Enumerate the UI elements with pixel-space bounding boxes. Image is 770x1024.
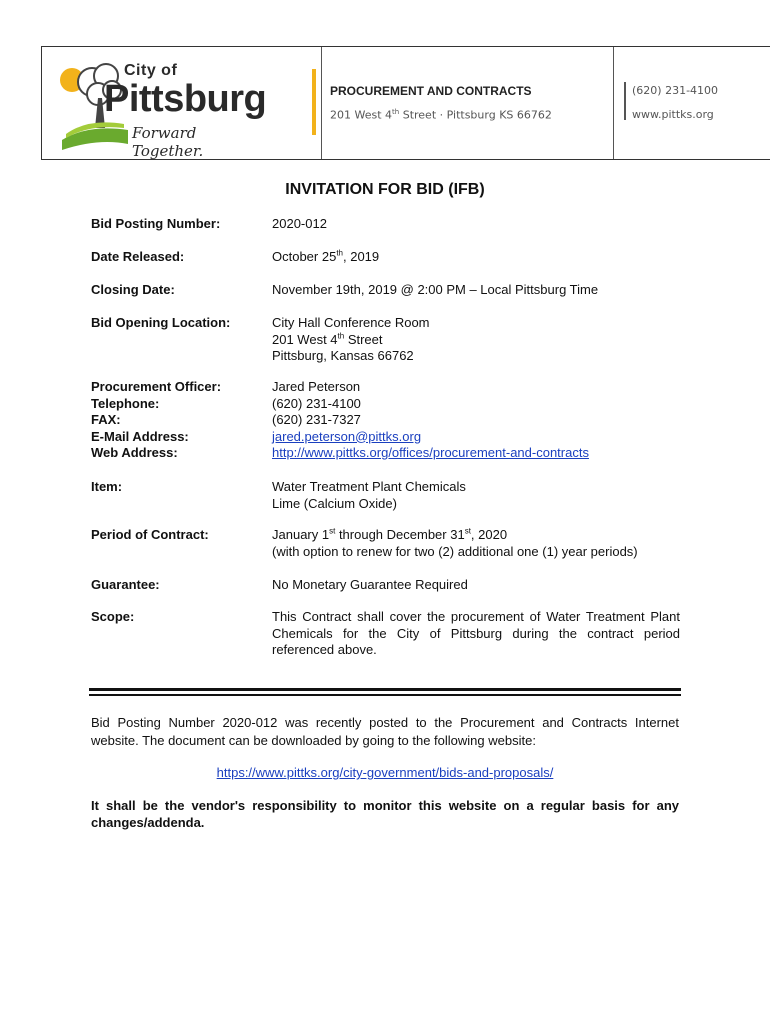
period-line: (with option to renew for two (2) additional one (1) year periods)	[272, 543, 638, 559]
date-part: , 2019	[343, 249, 380, 264]
document-title: INVITATION FOR BID (IFB)	[285, 181, 485, 198]
bids-website-link-wrap	[0, 765, 770, 780]
location-part: Street	[344, 331, 383, 347]
email-link[interactable]: jared.peterson@pittks.org	[272, 428, 422, 444]
department-address	[330, 108, 552, 122]
closing-date-value: November 19th, 2019 @ 2:00 PM – Local Pittsburg Time	[272, 282, 599, 297]
header-divider	[321, 47, 322, 159]
header-divider	[613, 47, 614, 159]
telephone-value: (620) 231-4100	[272, 395, 361, 411]
scope-label: Scope:	[91, 609, 135, 624]
header-phone: (620) 231-4100	[632, 84, 719, 97]
closing-date-label: Closing Date:	[91, 282, 175, 297]
procurement-officer-label: Procurement Officer:	[91, 379, 222, 394]
notice-paragraph: Bid Posting Number 2020-012 was recently posted to the Procurement and Contracts Internet website. The document can be downloaded by going to the following website:	[91, 715, 679, 748]
item-line: Water Treatment Plant Chemicals	[272, 479, 466, 494]
address-part: Street · Pittsburg KS 66762	[399, 108, 552, 122]
item-value	[272, 479, 466, 512]
contact-labels	[91, 379, 221, 462]
period-value	[272, 527, 638, 560]
location-line: Pittsburg, Kansas 66762	[272, 348, 414, 363]
logo-tagline: Forward Together.	[132, 124, 204, 160]
bids-website-link[interactable]: https://www.pittks.org/city-government/bids-and-proposals/	[216, 765, 554, 780]
telephone-label: Telephone:	[91, 395, 160, 411]
item-line: Lime (Calcium Oxide)	[272, 495, 397, 511]
section-divider	[89, 694, 681, 696]
period-label: Period of Contract:	[91, 527, 209, 542]
date-released-value	[272, 249, 379, 266]
fax-value: (620) 231-7327	[272, 412, 361, 427]
fax-label: FAX:	[91, 412, 121, 427]
logo-pittsburg: Pittsburg	[104, 78, 267, 120]
location-line: City Hall Conference Room	[272, 315, 430, 330]
bid-opening-location-label: Bid Opening Location:	[91, 315, 231, 330]
period-part: January 1	[272, 527, 330, 542]
location-line	[272, 332, 430, 349]
period-part: through December 31	[335, 527, 465, 542]
address-part: 201 West 4	[330, 108, 393, 122]
period-part: , 2020	[470, 527, 508, 542]
city-logo	[58, 54, 268, 160]
vendor-responsibility: It shall be the vendor's responsibility to monitor this website on a regular basis for any changes/addenda.	[91, 798, 679, 830]
date-sup: th	[336, 248, 343, 258]
header-website: www.pittks.org	[632, 108, 714, 121]
section-divider	[89, 688, 681, 691]
period-line	[272, 527, 638, 544]
item-label: Item:	[91, 479, 123, 494]
bid-opening-location-value	[272, 315, 430, 365]
department-name: PROCUREMENT AND CONTRACTS	[330, 84, 532, 98]
web-address-label: Web Address:	[91, 445, 178, 460]
bid-posting-number-label: Bid Posting Number:	[91, 216, 221, 231]
accent-bar	[312, 69, 316, 135]
procurement-officer-value: Jared Peterson	[272, 379, 361, 394]
email-label: E-Mail Address:	[91, 428, 189, 444]
bid-posting-number-value: 2020-012	[272, 216, 327, 231]
contact-values	[272, 379, 589, 462]
period-sup: st	[464, 526, 471, 536]
guarantee-label: Guarantee:	[91, 577, 160, 592]
date-part: October 25	[272, 249, 337, 264]
location-part: 201 West 4	[272, 331, 338, 347]
contact-divider	[624, 82, 626, 120]
location-sup: th	[337, 331, 345, 341]
date-released-label: Date Released:	[91, 249, 185, 264]
period-sup: st	[329, 526, 336, 536]
logo-city-of: City of	[124, 62, 178, 79]
guarantee-value: No Monetary Guarantee Required	[272, 577, 468, 592]
scope-value: This Contract shall cover the procurement of Water Treatment Plant Chemicals for the City of Pittsburg during the contract period referenced above.	[272, 609, 680, 657]
address-sup: th	[392, 108, 400, 116]
web-address-link[interactable]: http://www.pittks.org/offices/procurement-and-contracts	[272, 445, 589, 460]
